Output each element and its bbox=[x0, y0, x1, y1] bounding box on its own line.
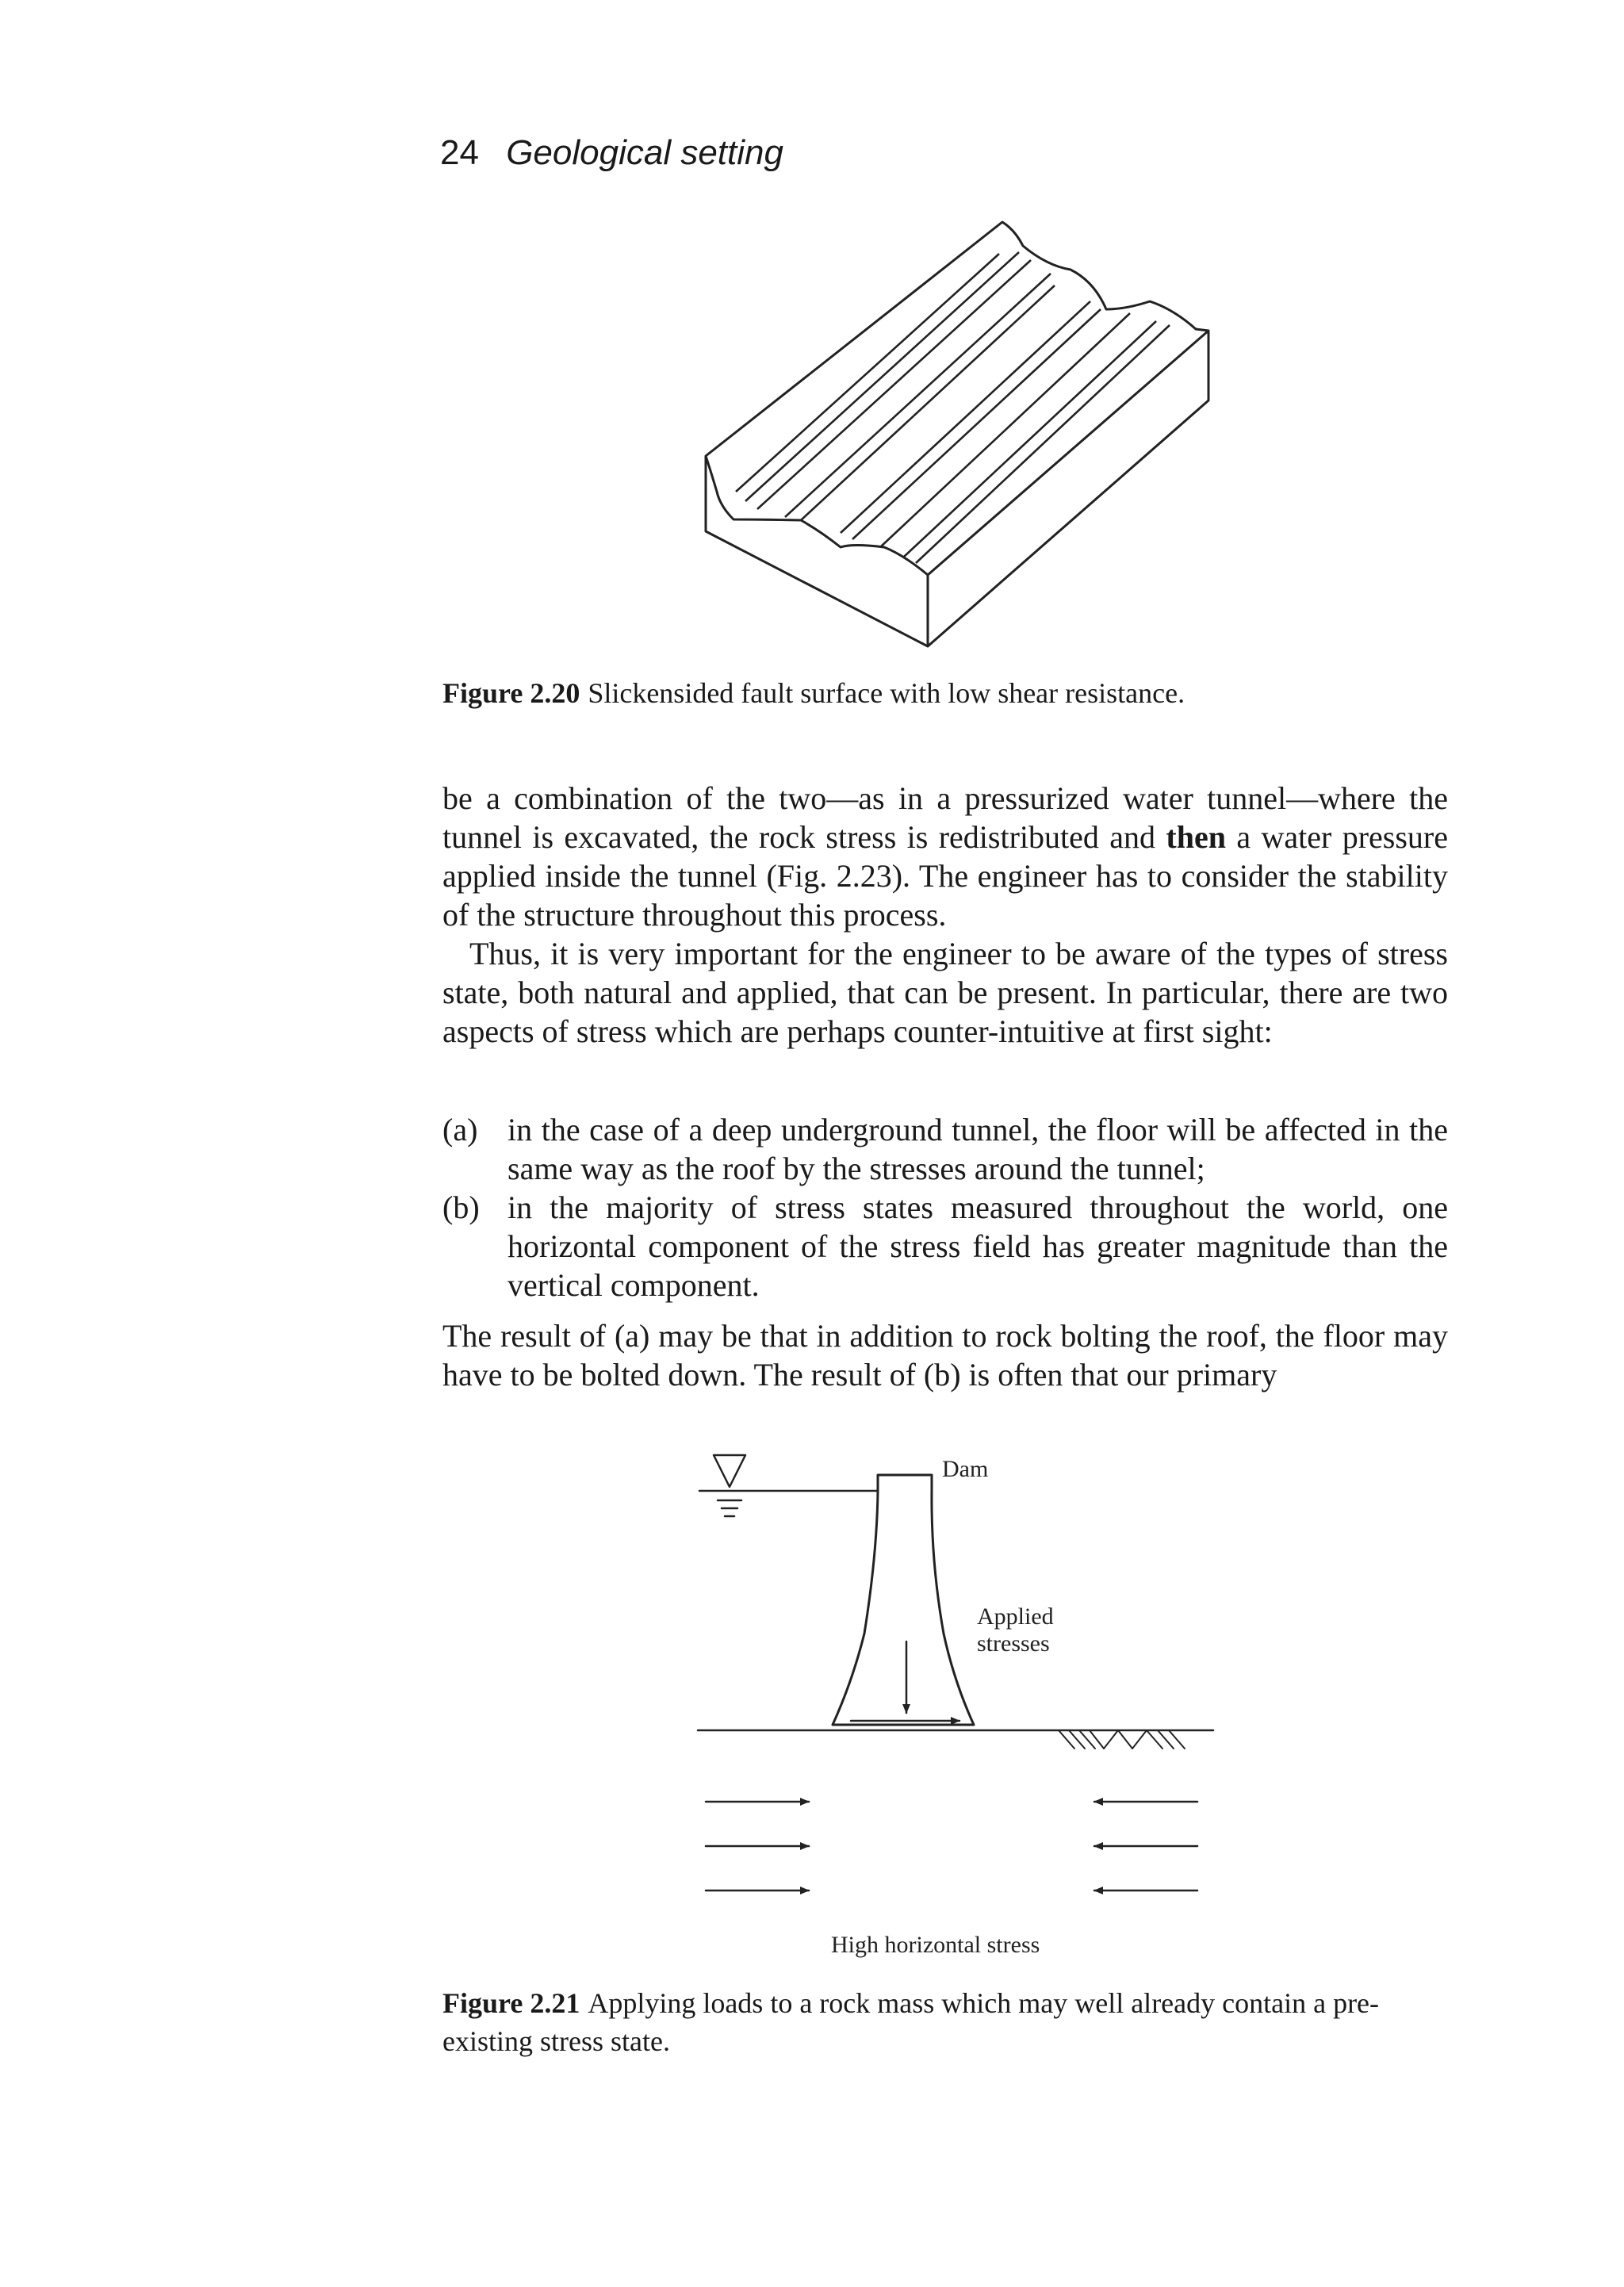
paragraph-1-bold: then bbox=[1166, 819, 1226, 855]
paragraph-3: The result of (a) may be that in addition to rock bolting the roof, the floor may have to be bolted down. The result of (b) is often that our primary bbox=[442, 1318, 1448, 1393]
paragraph-1 bbox=[442, 779, 1448, 934]
list-item bbox=[442, 1188, 1448, 1304]
list-marker: (a) bbox=[442, 1112, 478, 1147]
figure-2-21-illustration bbox=[690, 1443, 1229, 1967]
list-item bbox=[442, 1110, 1448, 1188]
dam-body bbox=[833, 1475, 974, 1725]
figure-2-21-caption bbox=[442, 1984, 1457, 2060]
block-top-surface bbox=[706, 222, 1208, 575]
figure-2-20-caption-text: Slickensided fault surface with low shear resistance. bbox=[588, 677, 1185, 709]
list-item-text: in the majority of stress states measured throughout the world, one horizontal component of the stress field has greater magnitude than the vertical component. bbox=[508, 1189, 1448, 1303]
page-number: 24 bbox=[440, 133, 479, 172]
body-paragraphs bbox=[442, 779, 1448, 1051]
running-head bbox=[440, 133, 783, 173]
stress-aspects-list bbox=[442, 1110, 1448, 1304]
applied-label-line-1: Applied bbox=[977, 1603, 1054, 1630]
figure-2-20-label: Figure 2.20 bbox=[442, 677, 580, 709]
paragraph-1-end: a water pressure applied inside the tunnel (Fig. 2.23). The engineer has to consider the stability of the structure throughout this process. bbox=[442, 819, 1448, 933]
figure-2-20-caption bbox=[442, 674, 1448, 712]
paragraph-3-block bbox=[442, 1316, 1448, 1394]
ground-hatching bbox=[1059, 1730, 1185, 1749]
high-horizontal-stress-arrows bbox=[706, 1802, 1197, 1891]
section-title: Geological setting bbox=[506, 133, 783, 172]
block-right-face bbox=[928, 331, 1208, 646]
high-horizontal-stress-label: High horizontal stress bbox=[831, 1932, 1040, 1958]
dam-label: Dam bbox=[942, 1456, 989, 1482]
water-level-triangle bbox=[714, 1455, 745, 1487]
figure-2-20-illustration bbox=[682, 206, 1245, 666]
striations bbox=[736, 252, 1170, 563]
applied-label-line-2: stresses bbox=[977, 1630, 1050, 1657]
paragraph-1-text: be a combination of the two—as in a pressurized water tunnel—where the tunnel is excavated, the rock stress is redistributed and bbox=[442, 780, 1448, 855]
figure-2-21-caption-text: Applying loads to a rock mass which may well already contain a pre-existing stress state. bbox=[442, 1987, 1380, 2057]
figure-2-21-label: Figure 2.21 bbox=[442, 1987, 580, 2019]
list-marker: (b) bbox=[442, 1189, 480, 1225]
paragraph-2: Thus, it is very important for the engineer to be aware of the types of stress state, both natural and applied, that can be present. In particular, there are two aspects of stress which are perhaps counter-intuitive at first sight: bbox=[442, 936, 1448, 1049]
list-item-text: in the case of a deep underground tunnel, the floor will be affected in the same way as the roof by the stresses around the tunnel; bbox=[508, 1112, 1448, 1186]
